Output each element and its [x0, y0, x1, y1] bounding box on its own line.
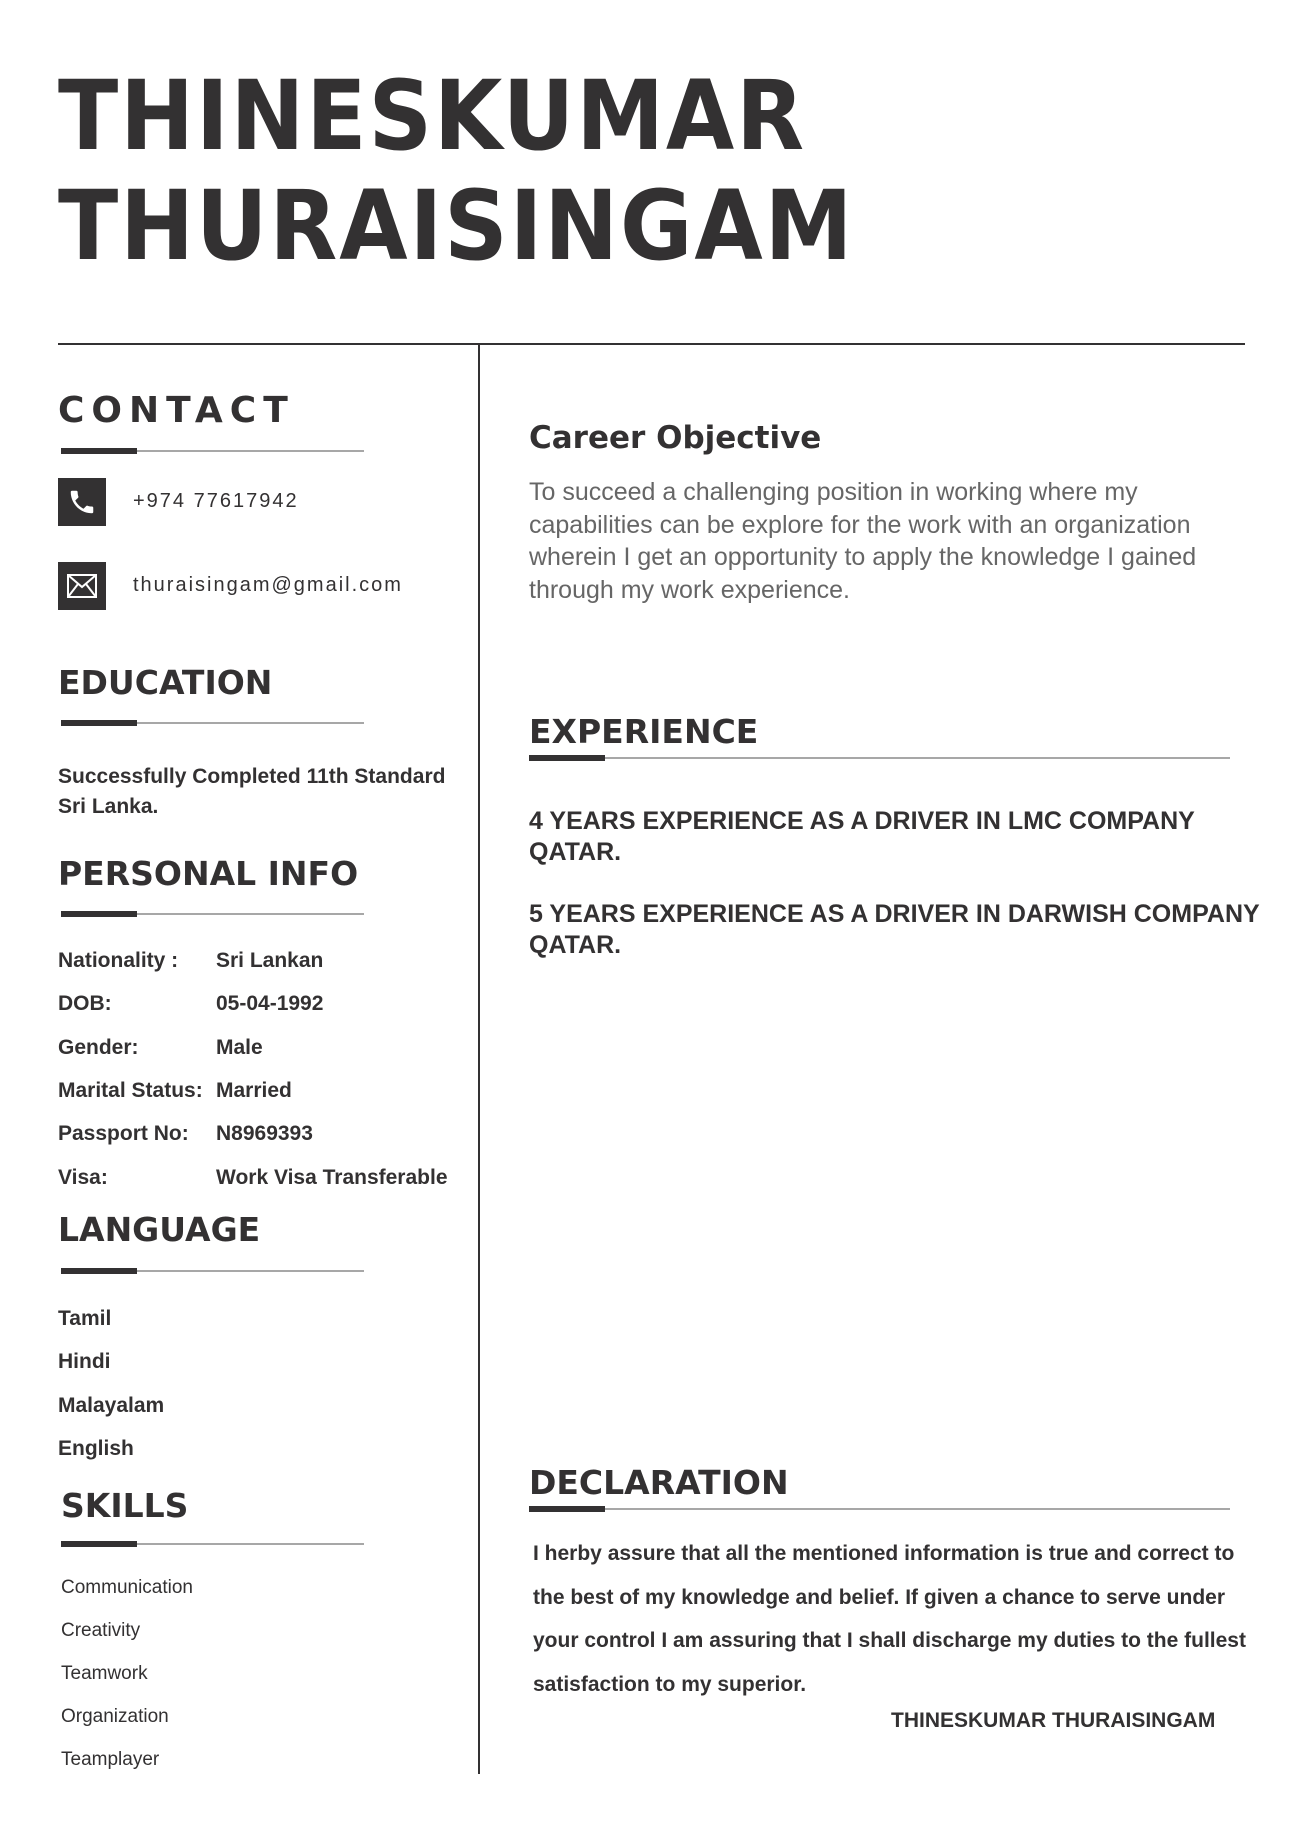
contact-title: CONTACT [58, 390, 295, 431]
education-title: EDUCATION [58, 663, 273, 702]
skills-underline [61, 1541, 364, 1547]
phone-number[interactable]: +974 77617942 [133, 490, 299, 512]
info-label: Visa: [58, 1166, 108, 1189]
info-label: Marital Status: [58, 1079, 203, 1102]
info-value: N8969393 [216, 1122, 313, 1145]
career-objective-text: To succeed a challenging position in working where my capabilities can be explore for the work with an organization wherein I get an opportunity to apply the knowledge I gained through my work experience. [529, 478, 1197, 604]
declaration-title: DECLARATION [529, 1463, 789, 1502]
phone-icon [58, 478, 106, 526]
info-label: Nationality : [58, 949, 179, 972]
last-name: THURAISINGAM [58, 170, 855, 282]
info-value: Sri Lankan [216, 949, 324, 972]
email-address[interactable]: thuraisingam@gmail.com [133, 574, 403, 596]
contact-underline [61, 448, 364, 454]
education-line-1: Successfully Completed 11th Standard [58, 765, 446, 788]
personal-info-underline [61, 911, 364, 917]
language-item: Hindi [58, 1350, 111, 1373]
header-divider [58, 343, 1245, 345]
skill-item: Teamwork [61, 1663, 148, 1684]
language-title: LANGUAGE [58, 1210, 261, 1249]
language-underline [61, 1268, 364, 1274]
info-value: Married [216, 1079, 292, 1102]
column-divider [478, 343, 480, 1774]
skill-item: Creativity [61, 1620, 141, 1641]
career-objective-title: Career Objective [529, 420, 822, 456]
info-value: Work Visa Transferable [216, 1166, 448, 1189]
info-label: Passport No: [58, 1122, 189, 1145]
envelope-icon [58, 562, 106, 610]
skill-item: Communication [61, 1577, 193, 1598]
language-item: English [58, 1437, 134, 1460]
skills-title: SKILLS [61, 1486, 189, 1525]
info-value: Male [216, 1036, 263, 1059]
skill-item: Teamplayer [61, 1749, 160, 1770]
info-label: Gender: [58, 1036, 139, 1059]
education-line-2: Sri Lanka. [58, 795, 159, 818]
personal-info-title: PERSONAL INFO [58, 854, 359, 893]
declaration-underline [529, 1506, 1230, 1512]
info-value: 05-04-1992 [216, 992, 324, 1015]
language-item: Malayalam [58, 1394, 165, 1417]
first-name: THINESKUMAR [58, 60, 806, 172]
info-label: DOB: [58, 992, 112, 1015]
education-details [58, 762, 445, 822]
declaration-text: I herby assure that all the mentioned information is true and correct to the best of my knowledge and belief. If given a chance to serve under your control I am assuring that I shall discharge my duties to the fullest satisfaction to my superior. [533, 1542, 1246, 1696]
signature-name: THINESKUMAR THURAISINGAM [891, 1709, 1216, 1732]
language-item: Tamil [58, 1307, 112, 1330]
experience-underline [529, 755, 1230, 761]
education-underline [61, 720, 364, 726]
experience-title: EXPERIENCE [529, 712, 759, 751]
experience-item: 5 YEARS EXPERIENCE AS A DRIVER IN DARWISH COMPANY QATAR. [529, 900, 1260, 959]
skill-item: Organization [61, 1706, 169, 1727]
experience-item: 4 YEARS EXPERIENCE AS A DRIVER IN LMC COMPANY QATAR. [529, 807, 1195, 866]
